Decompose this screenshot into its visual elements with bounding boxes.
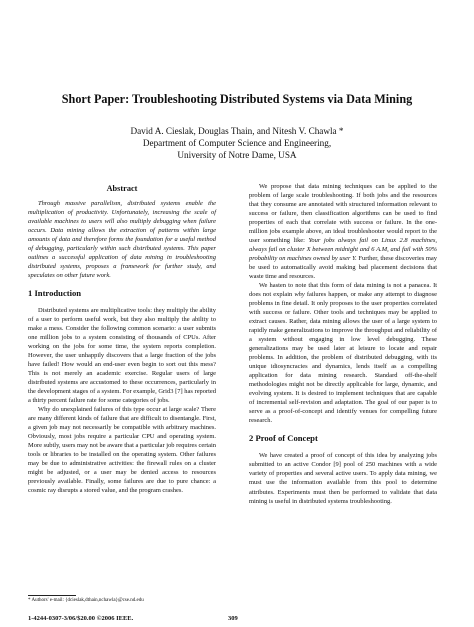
author-block: [0, 125, 474, 162]
right-paragraph-2: [249, 281, 437, 425]
intro-paragraph-2: Why do unexplained failures of this type occur at large scale? There are many different kinds of failure that are difficult to disentangle. First, a given job may not necessarily be compatible with arbitrary machines. Obviously, most jobs require a particular CPU and operating system. More subtly, users may not be aware that a particular job requires certain tools or libraries to be installed on the operating system. Other failures may be due to administrative activities: the firewall rules on a cluster might be adjusted, or a user may be denied access to resources previously available. Finally, some failures are due to pure chance: a cosmic ray disrupts a stored value, and the program crashes.: [28, 406, 216, 495]
footnote-rule: [28, 595, 76, 596]
author-department: Department of Computer Science and Engineering,: [142, 138, 332, 149]
abstract-heading: Abstract: [106, 184, 138, 193]
section-1-heading: 1 Introduction: [28, 288, 82, 299]
abstract-text: Through massive parallelism, distributed systems enable the multiplication of productivity. Unfortunately, increasing the scale of available machines to users will also multiply debugging when failure occurs. Data mining allows the extraction of patterns within large amounts of data and therefore forms the foundation for a useful method of debugging, particularly within such distributed systems. This paper outlines a successful application of data mining in troubleshooting distributed systems, proposes a framework for further study, and speculates on other future work.: [28, 200, 216, 280]
paper-title: Short Paper: Troubleshooting Distributed Systems via Data Mining: [61, 92, 413, 106]
right-p1-end: Further, these discoveries may be used to automatically avoid making bad placement decisions that waste time and resources.: [249, 255, 437, 281]
intro-paragraph-1: Distributed systems are multiplicative tools: they multiply the ability of a user to perform useful work, but they also multiply the ability to make a mess. Consider the following common scenario: a user submits one million jobs to a system consisting of thousands of CPUs. After working on the jobs for some time, the system reports completion. However, the user unhappily discovers that a large fraction of the jobs have failed! How would an end-user even begin to sort out this mess? This is not merely an academic exercise. Regular users of large distributed systems are accustomed to these occurrences, particularly in the development stages of a system. For example, Grid3 [7] has reported a thirty percent failure rate for some categories of jobs.: [28, 307, 216, 405]
right-p2-start: We hasten to note that this form of data mining is not a panacea. It does not explain: [249, 282, 437, 299]
author-names: David A. Cieslak, Douglas Thain, and Nitesh V. Chawla *: [130, 126, 344, 136]
right-p2-why: why: [294, 291, 305, 299]
right-p1-quote: Your jobs always fail on Linux 2.8 machines, always fail on cluster X between midnight and 6 A.M, and fail with 50% probability on machines owned by user Y.: [249, 237, 437, 263]
left-column: [28, 184, 216, 496]
author-university: University of Notre Dame, USA: [177, 150, 297, 161]
proof-paragraph: We have created a proof of concept of this idea by analyzing jobs submitted to an active Condor [9] pool of 250 machines with a wide variety of properties and several active users. To apply data mining, we must use the information available from this pool to determine attributes. Experiments must then be performed to validate that data mining is useful in distributed systems troubleshooting.: [249, 452, 437, 505]
section-2-heading: 2 Proof of Concept: [249, 433, 318, 444]
page-number: 309: [228, 615, 238, 622]
footnote: * Authors' e-mail: {dcieslak,dthain,nchawla}@cse.nd.edu: [28, 598, 144, 603]
right-paragraph-1: [249, 182, 437, 281]
right-p2-end: failures happen, or make any attempt to diagnose problems in fine detail. It only proposes to the user properties correlated with success or failure. Other tools and techniques may be applied to extract causes. Rather, data mining allows the user of a large system to rapidly make generalizations to improve the throughput and reliability of a system without engaging in low level debugging. These generalizations may be used later at leisure to locate and repair problems. In addition, the problem of distributed debugging, with its unique idiosyncracies and dynamics, lends itself as a compelling application for data mining research. Standard off-the-shelf methodologies might not be directly applicable for large, dynamic, and evolving system. It is desired to implement techniques that are capable of incremental self-revision and adaptation. The goal of our paper is to serve as a proof-of-concept and identify venues for compelling future research.: [249, 291, 437, 425]
right-column: [249, 182, 437, 506]
copyright-line: 1-4244-0307-3/06/$20.00 ©2006 IEEE.: [28, 615, 134, 622]
right-p1-start: We propose that data mining techniques can be applied to the problem of large scale troubleshooting. If both jobs and the resources that they consume are annotated with structured information relevant to success or failure, then classification algorithms can be used to find properties of each that correlate with success or failure. In the one-million jobs example above, an ideal troubleshooter would report to the user something like:: [249, 183, 437, 245]
